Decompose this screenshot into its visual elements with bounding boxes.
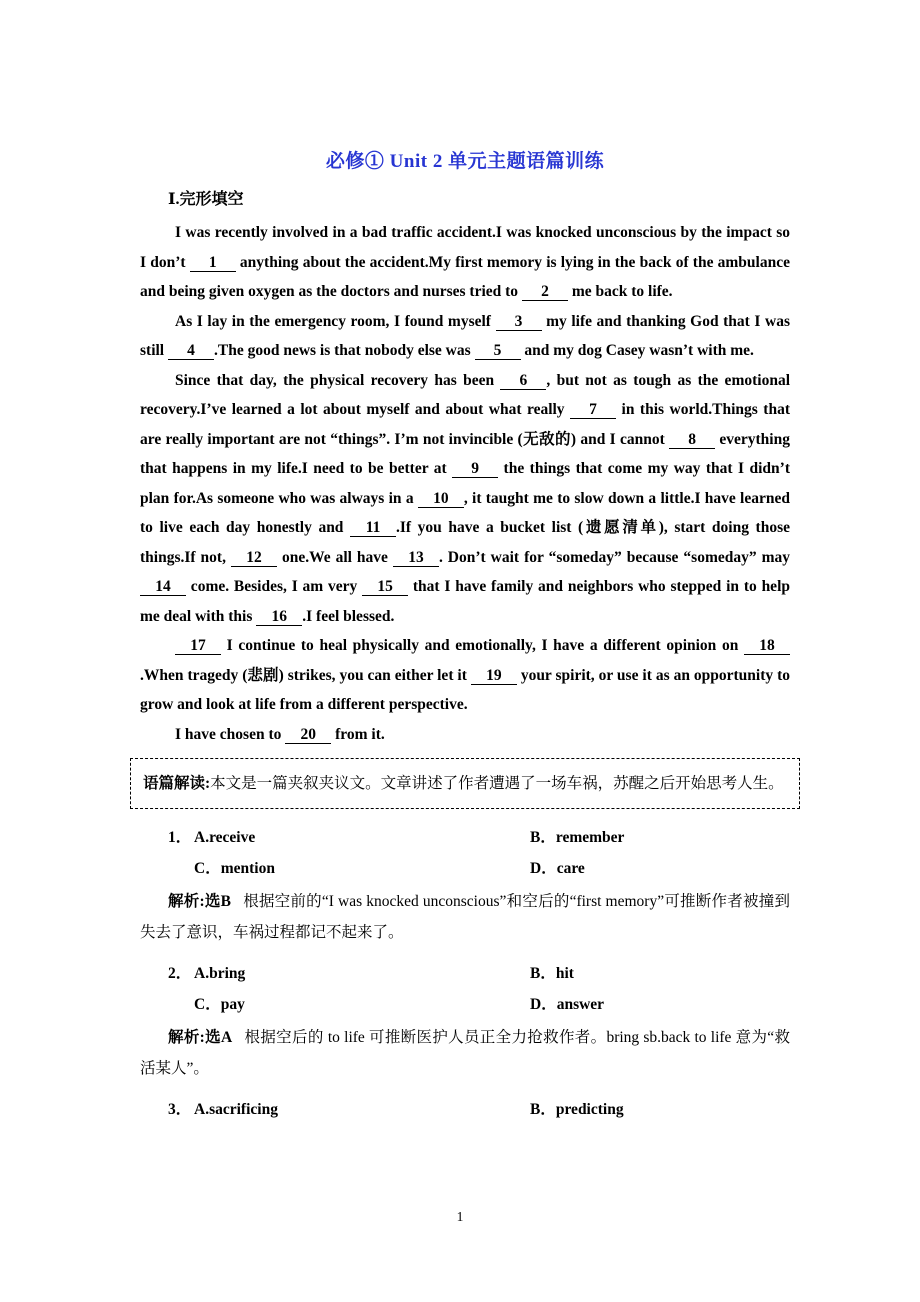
question-2-option-d: D．answer <box>530 996 605 1013</box>
passage-paragraph: I was recently involved in a bad traffic accident.I was knocked unconscious by the impact so I don’t 1 anything about the accident.My first memory is lying in the back of the ambulance and being given oxygen as the doctors and nurses tried to 2 me back to life. <box>140 224 790 300</box>
cloze-blank-3: 3 <box>496 313 542 331</box>
question-block-3 <box>140 1094 790 1125</box>
cloze-blank-16: 16 <box>256 608 302 626</box>
question-1-explanation-text: 根据空前的“I was knocked unconscious”和空后的“first memory”可推断作者被撞到失去了意识，车祸过程都记不起来了。 <box>140 893 790 941</box>
cloze-blank-4: 4 <box>168 342 214 360</box>
cloze-blank-13: 13 <box>393 549 439 567</box>
section-header: Ⅰ.完形填空 <box>168 191 244 208</box>
question-2-option-c <box>168 989 530 1020</box>
question-1-option-c <box>168 853 530 884</box>
cloze-blank-12: 12 <box>231 549 277 567</box>
question-1-number: 1． <box>168 829 192 846</box>
question-block-2 <box>140 958 790 1084</box>
passage-paragraph: As I lay in the emergency room, I found myself 3 my life and thanking God that I was still 4 .The good news is that nobody else was 5 and my dog Casey wasn’t with me. <box>140 312 790 359</box>
question-2-explanation-answer: 选A <box>204 1029 233 1046</box>
question-2-option-a-text: A.bring <box>194 965 246 982</box>
question-1-row-ab <box>140 822 790 853</box>
passage-paragraph: Since that day, the physical recovery has been 6 , but not as tough as the emotional recovery.I’ve learned a lot about myself and about what really 7 in this world.Things that are really important are not “things”. I’m not invincible (无敌的) and I cannot 8 everything that happens in my life.I need to be better at 9 the things that come my way that I didn’t plan for.As someone who was always in a 10 , it taught me to slow down a little.I have learned to live each day honestly and 11 .If you have a bucket list (遗愿清单), start doing those things.If not, 12 one.We all have 13 . Don’t wait for “someday” because “someday” may 14 come. Besides, I am very 15 that I have family and neighbors who stepped in to help me deal with this 16 .I feel blessed. <box>140 371 791 625</box>
question-1-explanation-answer: 选B <box>204 893 231 910</box>
cloze-blank-15: 15 <box>362 578 408 596</box>
question-3-option-a <box>168 1094 530 1125</box>
cloze-blank-7: 7 <box>570 401 616 419</box>
cloze-blank-5: 5 <box>475 342 521 360</box>
cloze-blank-2: 2 <box>522 283 568 301</box>
cloze-blank-11: 11 <box>350 519 396 537</box>
question-1-row-cd <box>140 853 790 884</box>
cloze-blank-17: 17 <box>175 637 221 655</box>
page-number: 1 <box>456 1209 464 1224</box>
question-2-row-cd <box>140 989 790 1020</box>
passage-paragraph: 17 I continue to heal physically and emotionally, I have a different opinion on 18.When tragedy (悲剧) strikes, you can either let it 19 your spirit, or use it as an opportunity to grow and look at life from a different perspective. <box>140 637 790 713</box>
question-1-option-a-text: A.receive <box>194 829 256 846</box>
cloze-blank-6: 6 <box>500 372 546 390</box>
question-1-option-d: D．care <box>530 860 585 877</box>
question-1-explanation <box>140 886 790 948</box>
question-1-option-b: B．remember <box>530 829 625 846</box>
question-2-option-a <box>168 958 530 989</box>
passage-analysis-box <box>130 758 800 809</box>
question-2-explanation-text: 根据空后的 to life 可推断医护人员正全力抢救作者。bring sb.back to life 意为“救活某人”。 <box>140 1029 790 1077</box>
cloze-blank-1: 1 <box>190 254 236 272</box>
cloze-blank-9: 9 <box>452 460 498 478</box>
questions-section <box>140 822 790 1125</box>
cloze-blank-14: 14 <box>140 578 186 596</box>
question-1-explanation-label: 解析: <box>168 893 205 910</box>
passage <box>140 218 790 749</box>
question-3-number: 3． <box>168 1101 192 1118</box>
question-2-row-ab <box>140 958 790 989</box>
question-2-option-c-text: C．pay <box>194 996 245 1013</box>
question-2-explanation <box>140 1022 790 1084</box>
question-2-option-b: B．hit <box>530 965 574 982</box>
page-title: 必修① Unit 2 单元主题语篇训练 <box>325 151 605 172</box>
question-3-option-b: B．predicting <box>530 1101 624 1118</box>
cloze-blank-20: 20 <box>285 726 331 744</box>
question-2-number: 2． <box>168 965 192 982</box>
question-1-option-c-text: C．mention <box>194 860 275 877</box>
question-2-explanation-label: 解析: <box>168 1029 205 1046</box>
question-block-1 <box>140 822 790 948</box>
analysis-label: 语篇解读: <box>143 775 211 792</box>
cloze-blank-19: 19 <box>471 667 517 685</box>
question-3-option-a-text: A.sacrificing <box>194 1101 278 1118</box>
cloze-blank-10: 10 <box>418 490 464 508</box>
cloze-blank-18: 18 <box>744 637 790 655</box>
question-3-row-ab <box>140 1094 790 1125</box>
passage-paragraph: I have chosen to 20 from it. <box>175 725 385 743</box>
analysis-text: 本文是一篇夹叙夹议文。文章讲述了作者遭遇了一场车祸，苏醒之后开始思考人生。 <box>210 775 784 792</box>
question-1-option-a <box>168 822 530 853</box>
cloze-blank-8: 8 <box>669 431 715 449</box>
